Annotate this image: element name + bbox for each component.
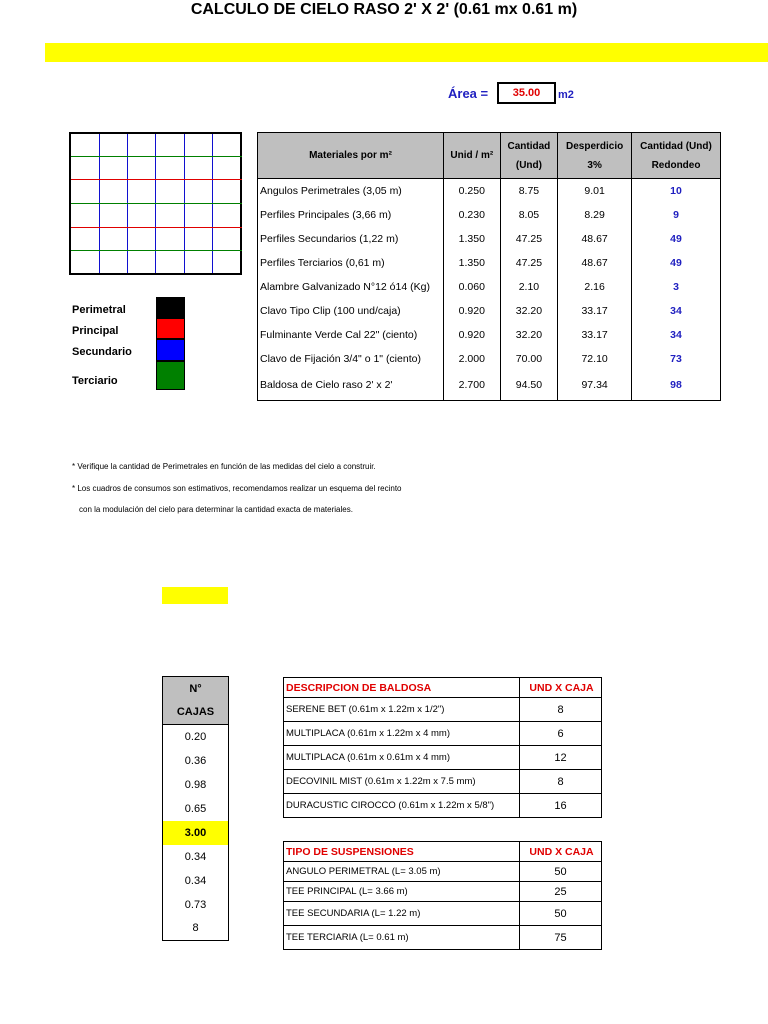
baldosa-desc: MULTIPLACA (0.61m x 0.61m x 4 mm) <box>284 746 520 770</box>
header-qty <box>500 133 558 179</box>
baldosa-desc: DURACUSTIC CIROCCO (0.61m x 1.22m x 5/8") <box>284 794 520 818</box>
material-unit: 1.350 <box>444 227 501 251</box>
legend-swatch-principal <box>156 318 185 339</box>
material-rounded: 49 <box>632 227 721 251</box>
material-rounded: 3 <box>632 275 721 299</box>
material-name: Alambre Galvanizado N°12 ó14 (Kg) <box>258 275 444 299</box>
baldosa-qty: 12 <box>520 746 602 770</box>
baldosa-table <box>283 677 602 818</box>
suspensiones-header-qty: UND X CAJA <box>520 842 602 862</box>
table-row <box>258 179 721 203</box>
material-name: Clavo de Fijación 3/4" o 1" (ciento) <box>258 347 444 371</box>
table-row <box>258 347 721 371</box>
material-rounded: 73 <box>632 347 721 371</box>
material-qty: 8.75 <box>500 179 558 203</box>
baldosa-header-qty: UND X CAJA <box>520 678 602 698</box>
cajas-value: 0.34 <box>163 845 229 869</box>
legend-swatch-terciario <box>156 361 185 390</box>
area-label: Área = <box>448 86 489 101</box>
header-materials: Materiales por m² <box>258 133 444 179</box>
material-name: Baldosa de Cielo raso 2' x 2' <box>258 371 444 401</box>
table-row <box>284 926 602 950</box>
ceiling-grid-diagram <box>69 132 242 275</box>
material-waste: 2.16 <box>558 275 632 299</box>
material-qty: 32.20 <box>500 299 558 323</box>
table-row <box>258 299 721 323</box>
table-row <box>284 794 602 818</box>
table-row <box>258 323 721 347</box>
table-row <box>258 371 721 401</box>
material-qty: 2.10 <box>500 275 558 299</box>
grid-line-tertiary <box>71 156 242 157</box>
material-unit: 0.920 <box>444 299 501 323</box>
material-qty: 70.00 <box>500 347 558 371</box>
baldosa-qty: 6 <box>520 722 602 746</box>
header-rounded-line2: Redondeo <box>651 159 701 171</box>
cajas-value: 0.34 <box>163 869 229 893</box>
material-unit: 0.920 <box>444 323 501 347</box>
material-name: Perfiles Terciarios (0,61 m) <box>258 251 444 275</box>
material-name: Fulminante Verde Cal 22" (ciento) <box>258 323 444 347</box>
material-unit: 2.000 <box>444 347 501 371</box>
material-waste: 97.34 <box>558 371 632 401</box>
table-row <box>284 862 602 882</box>
cajas-value: 0.36 <box>163 749 229 773</box>
note-1: * Verifique la cantidad de Perimetrales en función de las medidas del cielo a construir. <box>72 462 376 471</box>
material-unit: 2.700 <box>444 371 501 401</box>
material-rounded: 98 <box>632 371 721 401</box>
baldosa-qty: 8 <box>520 770 602 794</box>
table-row <box>284 746 602 770</box>
material-qty: 47.25 <box>500 227 558 251</box>
material-rounded: 34 <box>632 323 721 347</box>
suspensiones-header: TIPO DE SUSPENSIONES <box>284 842 520 862</box>
material-qty: 8.05 <box>500 203 558 227</box>
header-qty-line1: Cantidad <box>507 140 551 152</box>
header-qty-line2: (Und) <box>515 159 542 171</box>
legend-swatch-perimetral <box>156 297 185 318</box>
header-rounded <box>632 133 721 179</box>
baldosa-desc: MULTIPLACA (0.61m x 1.22m x 4 mm) <box>284 722 520 746</box>
table-row <box>284 698 602 722</box>
material-rounded: 49 <box>632 251 721 275</box>
cajas-value: 0.20 <box>163 725 229 749</box>
header-rounded-line1: Cantidad (Und) <box>640 140 712 152</box>
material-waste: 33.17 <box>558 299 632 323</box>
highlight-cell <box>162 587 228 604</box>
legend-label-secundario: Secundario <box>72 346 132 358</box>
material-qty: 94.50 <box>500 371 558 401</box>
area-unit: m2 <box>558 89 574 101</box>
header-unit: Unid / m² <box>444 133 501 179</box>
grid-line-tertiary <box>71 203 242 204</box>
material-qty: 47.25 <box>500 251 558 275</box>
area-input[interactable]: 35.00 <box>497 82 556 104</box>
cajas-value: 0.98 <box>163 773 229 797</box>
table-row <box>258 275 721 299</box>
suspension-qty: 75 <box>520 926 602 950</box>
grid-line-principal <box>71 227 242 228</box>
grid-line-tertiary <box>71 250 242 251</box>
material-waste: 8.29 <box>558 203 632 227</box>
material-name: Angulos Perimetrales (3,05 m) <box>258 179 444 203</box>
baldosa-desc: SERENE BET (0.61m x 1.22m x 1/2") <box>284 698 520 722</box>
page-title: CALCULO DE CIELO RASO 2' X 2' (0.61 mx 0.61 m) <box>190 1 578 18</box>
suspension-desc: TEE PRINCIPAL (L= 3.66 m) <box>284 882 520 902</box>
baldosa-header: DESCRIPCION DE BALDOSA <box>284 678 520 698</box>
cajas-value-highlight: 3.00 <box>163 821 229 845</box>
baldosa-qty: 8 <box>520 698 602 722</box>
cajas-value: 8 <box>163 917 229 941</box>
suspension-qty: 25 <box>520 882 602 902</box>
material-unit: 0.230 <box>444 203 501 227</box>
material-qty: 32.20 <box>500 323 558 347</box>
material-waste: 9.01 <box>558 179 632 203</box>
materials-table <box>257 132 721 401</box>
material-unit: 0.060 <box>444 275 501 299</box>
table-row <box>258 227 721 251</box>
cajas-table <box>162 676 229 941</box>
material-rounded: 10 <box>632 179 721 203</box>
cajas-value: 0.65 <box>163 797 229 821</box>
legend-swatch-secundario <box>156 339 185 361</box>
table-row <box>284 882 602 902</box>
cajas-header-line2: CAJAS <box>163 701 229 725</box>
table-row <box>258 251 721 275</box>
material-rounded: 9 <box>632 203 721 227</box>
material-name: Perfiles Principales (3,66 m) <box>258 203 444 227</box>
table-row <box>284 902 602 926</box>
table-row <box>284 770 602 794</box>
material-waste: 48.67 <box>558 251 632 275</box>
cajas-header-line1: N° <box>163 677 229 701</box>
legend-label-perimetral: Perimetral <box>72 304 126 316</box>
material-waste: 72.10 <box>558 347 632 371</box>
material-name: Perfiles Secundarios (1,22 m) <box>258 227 444 251</box>
header-waste-line1: Desperdicio <box>565 140 624 152</box>
material-unit: 1.350 <box>444 251 501 275</box>
suspension-qty: 50 <box>520 902 602 926</box>
suspension-desc: ANGULO PERIMETRAL (L= 3.05 m) <box>284 862 520 882</box>
material-unit: 0.250 <box>444 179 501 203</box>
material-waste: 48.67 <box>558 227 632 251</box>
material-name: Clavo Tipo Clip (100 und/caja) <box>258 299 444 323</box>
legend-label-principal: Principal <box>72 325 119 337</box>
baldosa-qty: 16 <box>520 794 602 818</box>
note-3: con la modulación del cielo para determinar la cantidad exacta de materiales. <box>79 505 353 514</box>
table-row <box>284 722 602 746</box>
grid-line-principal <box>71 179 242 180</box>
suspension-qty: 50 <box>520 862 602 882</box>
suspension-desc: TEE TERCIARIA (L= 0.61 m) <box>284 926 520 950</box>
baldosa-desc: DECOVINIL MIST (0.61m x 1.22m x 7.5 mm) <box>284 770 520 794</box>
title-highlight <box>45 43 768 62</box>
suspensiones-table <box>283 841 602 950</box>
header-waste-line2: 3% <box>587 159 602 171</box>
cajas-value: 0.73 <box>163 893 229 917</box>
header-waste <box>558 133 632 179</box>
legend-label-terciario: Terciario <box>72 375 118 387</box>
table-row <box>258 203 721 227</box>
material-waste: 33.17 <box>558 323 632 347</box>
suspension-desc: TEE SECUNDARIA (L= 1.22 m) <box>284 902 520 926</box>
note-2: * Los cuadros de consumos son estimativos, recomendamos realizar un esquema del recinto <box>72 484 402 493</box>
material-rounded: 34 <box>632 299 721 323</box>
